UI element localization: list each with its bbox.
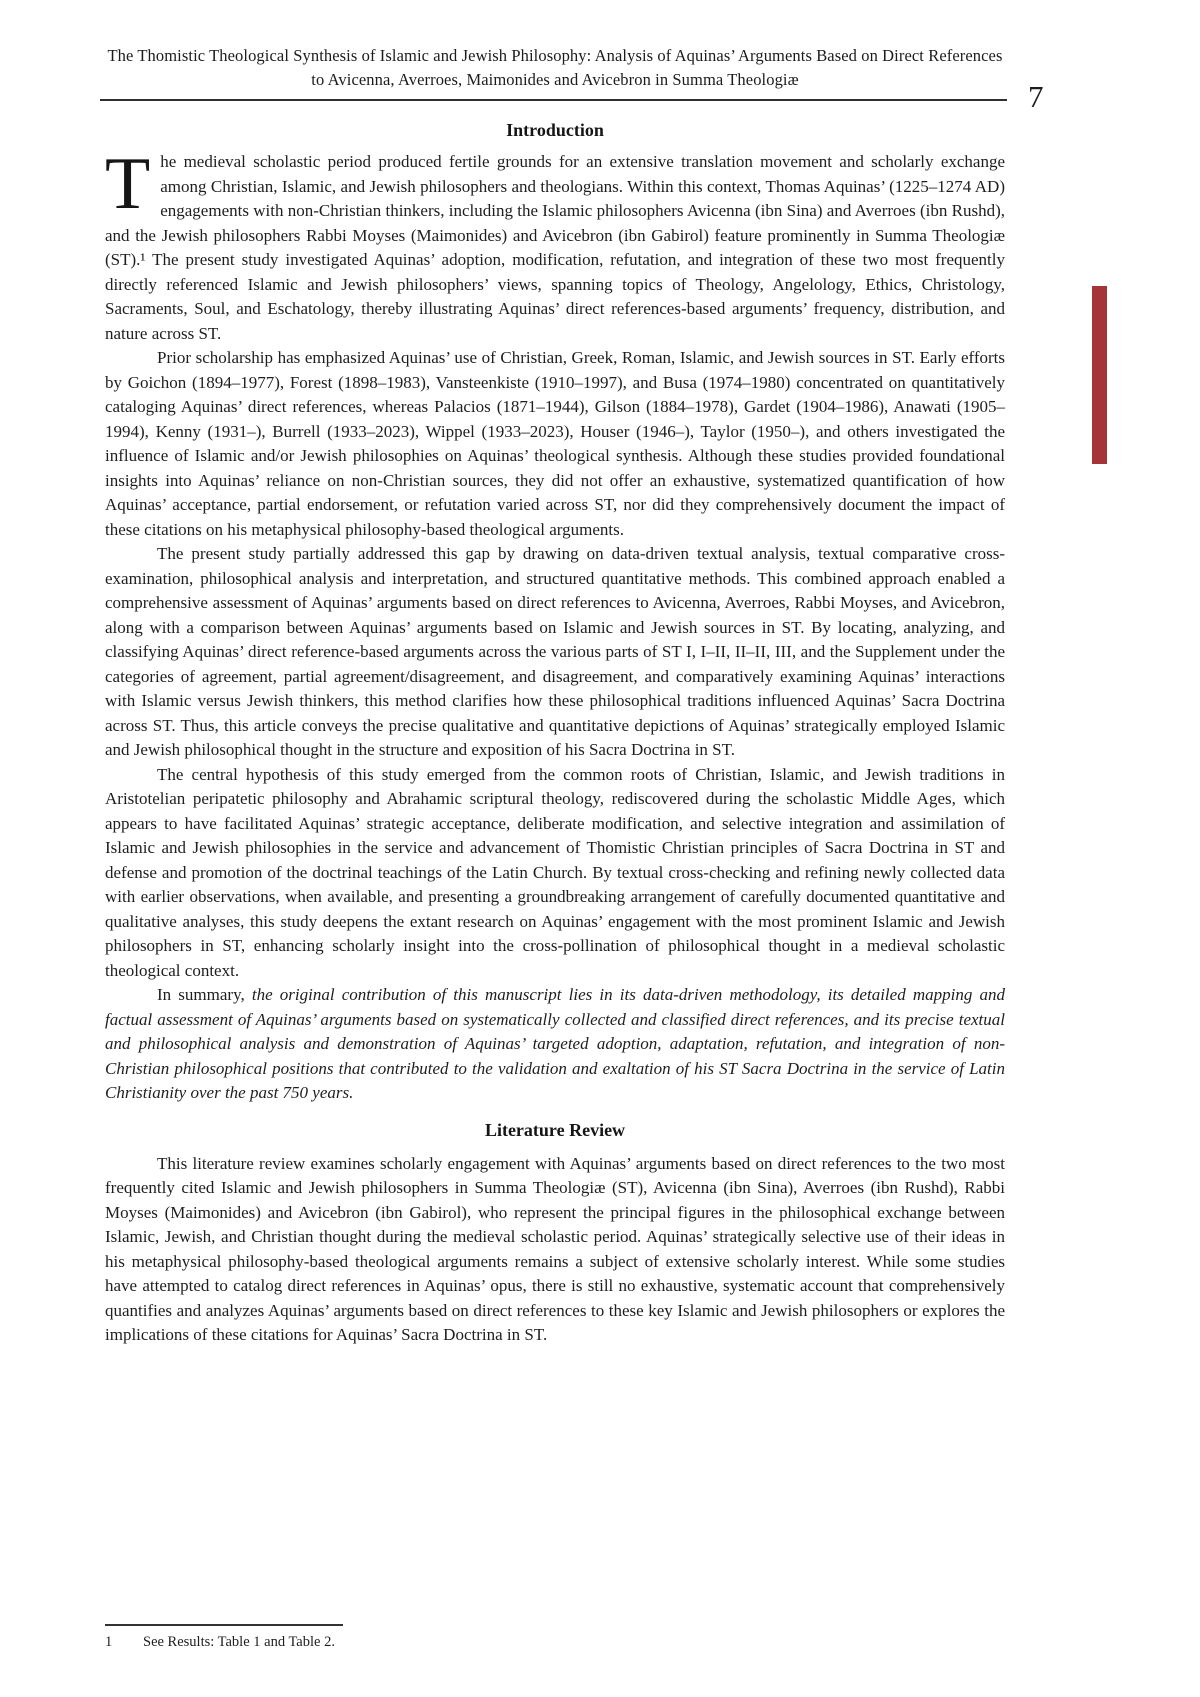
section-heading-introduction: Introduction <box>506 120 604 140</box>
section-heading-literature-review: Literature Review <box>484 1119 626 1140</box>
paragraph-intro-3: The present study partially addressed this gap by drawing on data-driven textual analysis, textual comparative cross-examination, philosophical analysis and interpretation, and structured quantitative methods. This combined approach enabled a comprehensive assessment of Aquinas’ arguments based on direct references to Avicenna, Averroes, Rabbi Moyses, and Avicebron, along with a comparison between Aquinas’ arguments based on Islamic and Jewish sources in ST. By locating, analyzing, and classifying Aquinas’ direct reference-based arguments across the various parts of ST I, I–II, II–II, III, and the Supplement under the categories of agreement, partial agreement/disagreement, and disagreement, and comparatively examining Aquinas’ interactions with Islamic versus Jewish thinkers, this method clarifies how these philosophical traditions influenced Aquinas’ Sacra Doctrina across ST. Thus, this article conveys the precise qualitative and quantitative depictions of Aquinas’ strategically employed Islamic and Jewish philosophical thought in the structure and exposition of his Sacra Doctrina in ST. <box>105 544 1005 759</box>
paragraph-intro-4: The central hypothesis of this study emerged from the common roots of Christian, Islamic, and Jewish traditions in Aristotelian peripatetic philosophy and Abrahamic scriptural theology, rediscovered during the scholastic Middle Ages, which appears to have facilitated Aquinas’ strategic acceptance, deliberate modification, and selective integration and assimilation of Islamic and Jewish philosophies in the service and advancement of Thomistic Christian principles of Sacra Doctrina in ST and defense and promotion of the doctrinal teachings of the Latin Church. By textual cross-checking and refining newly collected data with earlier observations, when available, and presenting a groundbreaking arrangement of carefully documented quantitative and qualitative analyses, this study deepens the extant research on Aquinas’ engagement with the most prominent Islamic and Jewish philosophers in ST, enhancing scholarly insight into the cross-pollination of philosophical thought in a medieval scholastic theological context. <box>105 764 1005 980</box>
header-rule <box>100 99 1007 101</box>
footnote-text: See Results: Table 1 and Table 2. <box>143 1634 335 1650</box>
paragraph-intro-1 <box>105 143 1005 346</box>
paragraph-text: he medieval scholastic period produced fertile grounds for an extensive translation movement and scholarly exchange among Christian, Islamic, and Jewish philosophers and theologians. Within this context, Thomas Aquinas’ (1225–1274 AD) engagements with non-Christian thinkers, including the Islamic philosophers Avicenna (ibn Sina) and Averroes (ibn Rushd), and the Jewish philosophers Rabbi Moyses (Maimonides) and Avicebron (ibn Gabirol) feature prominently in Summa Theologiæ (ST).¹ The present study investigated Aquinas’ adoption, modification, refutation, and integration of these two most frequently directly referenced Islamic and Jewish philosophers’ views, spanning topics of Theology, Angelology, Ethics, Christology, Sacraments, Soul, and Eschatology, thereby illustrating Aquinas’ direct references-based arguments’ frequency, distribution, and nature across ST. <box>105 152 1005 343</box>
paragraph-intro-2: Prior scholarship has emphasized Aquinas’ use of Christian, Greek, Roman, Islamic, and Jewish sources in ST. Early efforts by Goichon (1894–1977), Forest (1898–1983), Vansteenkiste (1910–1997), and Busa (1974–1980) concentrated on quantitatively cataloging Aquinas’ direct references, whereas Palacios (1871–1944), Gilson (1884–1978), Gardet (1904–1986), Anawati (1905–1994), Kenny (1931–), Burrell (1933–2023), Wippel (1933–2023), Houser (1946–), Taylor (1950–), and others investigated the influence of Islamic and/or Jewish philosophies on Aquinas’ theological synthesis. Although these studies provided foundational insights into Aquinas’ reliance on non-Christian sources, they did not offer an exhaustive, systematized quantification of how Aquinas’ acceptance, partial endorsement, or refutation varied across ST, nor did they comprehensively document the impact of these citations on his metaphysical philosophy-based theological arguments. <box>105 348 1005 539</box>
running-title: The Thomistic Theological Synthesis of Islamic and Jewish Philosophy: Analysis of Aquinas’ Arguments Based on Direct References to Avicenna, Averroes, Maimonides and Avicebron in Summa Theologiæ <box>107 46 1003 89</box>
page-number: 7 <box>1028 79 1044 114</box>
footnote <box>105 1632 1005 1652</box>
paragraph-italic-text: the original contribution of this manuscript lies in its data-driven methodology, its detailed mapping and factual assessment of Aquinas’ arguments based on systematically collected and classified direct references, and its precise textual and philosophical analysis and demonstration of Aquinas’ targeted adoption, adaptation, refutation, and integration of non-Christian philosophical positions that contributed to the validation and exaltation of his ST Sacra Doctrina in the service of Latin Christianity over the past 750 years. <box>105 985 1005 1102</box>
paragraph-literature-1: This literature review examines scholarly engagement with Aquinas’ arguments based on direct references to the two most frequently cited Islamic and Jewish philosophers in Summa Theologiæ (ST), Avicenna (ibn Sina), Averroes (ibn Rushd), Rabbi Moyses (Maimonides) and Avicebron (ibn Gabirol), who represent the principal figures in the philosophical exchange between Islamic, Jewish, and Christian thought during the medieval scholastic period. Aquinas’ strategically selective use of their ideas in his metaphysical philosophy-based theological arguments remains a subject of extensive scholarly interest. While some studies have attempted to catalog direct references in Aquinas’ opus, there is still no exhaustive, systematic account that comprehensively quantifies and analyzes Aquinas’ arguments based on direct references to these key Islamic and Jewish philosophers or explores the implications of these citations for Aquinas’ Sacra Doctrina in ST. <box>105 1153 1005 1344</box>
footnote-marker: 1 <box>105 1634 113 1650</box>
paragraph-intro-summary <box>105 983 1005 1106</box>
drop-cap: T <box>105 143 151 225</box>
footnote-area <box>105 1624 1005 1652</box>
paragraph-lead: In summary, <box>157 985 252 1004</box>
section-thumb-marker <box>1092 286 1107 464</box>
article-body <box>105 112 1005 1348</box>
footnote-rule <box>105 1624 343 1626</box>
